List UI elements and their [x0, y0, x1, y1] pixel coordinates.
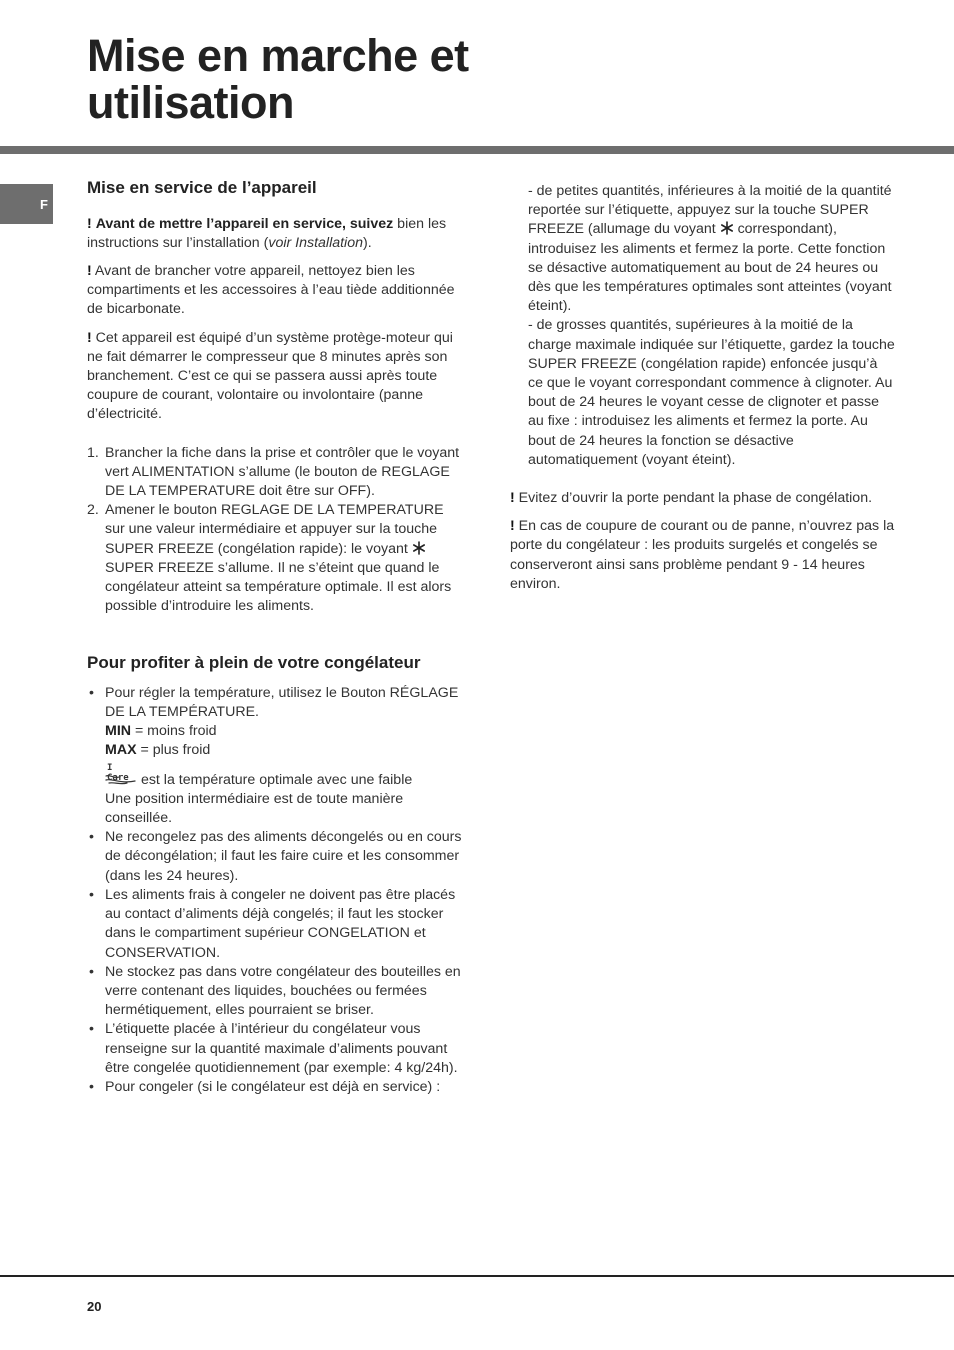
paragraph-avant-brancher	[87, 262, 467, 320]
startup-steps	[87, 444, 467, 617]
right-column	[510, 182, 895, 603]
bullet: •	[89, 886, 94, 903]
left-column	[87, 178, 467, 1097]
header-rule	[0, 146, 954, 154]
paragraph-text-end: ).	[363, 234, 372, 251]
paragraph-protege-moteur	[87, 329, 467, 425]
icare-text: est la température optimale avec une faible	[137, 771, 413, 788]
footer-rule	[0, 1275, 954, 1277]
max-label: MAX	[105, 742, 137, 759]
paragraph-text-cont: correspondant), introduisez les aliments et fermez la porte. Cette fonction se désactive automatiquement au bout de 24 heures ou dès que les températures optimales sont atteintes (voyant éteint).	[528, 221, 892, 315]
list-item-text: L’étiquette placée à l’intérieur du congélateur vous renseigne sur la quantité maximale d’aliments pouvant être congelée quotidiennement (par exemple: 4 kg/24h).	[105, 1021, 458, 1076]
page-title-line-1: Mise en marche et	[87, 30, 469, 81]
paragraph-avant-mettre	[87, 215, 467, 253]
bullet: •	[89, 829, 94, 846]
warning-mark: !	[87, 262, 92, 279]
list-item	[87, 1078, 467, 1097]
bullet: •	[89, 684, 94, 701]
small-quantities-text	[510, 182, 895, 316]
list-item	[87, 886, 467, 963]
list-item	[87, 828, 467, 886]
bullet: •	[89, 1078, 94, 1095]
list-item-text: Ne recongelez pas des aliments décongelés ou en cours de décongélation; il faut les faire cuire et les consommer (dans les 24 heures).	[105, 829, 462, 884]
step-number: 1.	[87, 444, 99, 461]
list-item	[87, 684, 467, 828]
paragraph-text: Evitez d’ouvrir la porte pendant la phase de congélation.	[514, 490, 873, 507]
icare-label: I Care	[107, 762, 129, 783]
step-number: 2.	[87, 502, 99, 519]
list-item	[87, 1020, 467, 1078]
min-label: MIN	[105, 723, 132, 740]
paragraph-text: Cet appareil est équipé d’un système protège-moteur qui ne fait démarrer le compresseur que 8 minutes après son branchement. C’est ce qui se passera aussi après toute coupure de courant, volontaire ou involontaire (panne d’électricité.	[87, 329, 453, 423]
bullet: •	[89, 1021, 94, 1038]
section-heading-mise-en-service: Mise en service de l’appareil	[87, 178, 317, 197]
note-evitez	[510, 489, 895, 508]
paragraph-text: - de petites quantités, inférieures à la moitié de la quantité reportée sur l’étiquette, appuyez sur la touche SUPER FREEZE (allumage du voyant	[528, 183, 892, 238]
step-text-cont: SUPER FREEZE s’allume. Il ne s’éteint que quand le congélateur atteint sa température optimale. Il est alors possible d’introduire les aliments.	[105, 559, 452, 615]
warning-mark: !	[87, 329, 92, 346]
step-text: Amener le bouton REGLAGE DE LA TEMPERATURE sur une valeur intermédiaire et appuyer sur la touche SUPER FREEZE (congélation rapide): le voyant	[105, 502, 444, 557]
min-text: = moins froid	[131, 723, 217, 740]
language-tab-label: F	[40, 196, 48, 212]
list-item-text: Ne stockez pas dans votre congélateur des bouteilles en verre contenant des liquides, bouchées ou fermées hermétiquement, elles pourraient se briser.	[105, 963, 461, 1019]
paragraph-text: bien les instructions sur l’installation (	[87, 215, 447, 251]
warning-mark: !	[87, 215, 92, 232]
list-item-text: Pour régler la température, utilisez le Bouton RÉGLAGE DE LA TEMPÉRATURE.	[105, 684, 459, 721]
paragraph-text: Avant de brancher votre appareil, nettoyez bien les compartiments et les accessoires à l’eau tiède additionnée de bicarbonate.	[87, 262, 455, 318]
warning-mark: !	[510, 518, 515, 535]
list-item-text-tail: Une position intermédiaire est de toute manière conseillée.	[105, 790, 404, 827]
tips-list	[87, 684, 467, 1097]
step-item	[87, 501, 467, 616]
language-tab	[0, 184, 53, 224]
note-coupure	[510, 517, 895, 594]
installation-reference: voir Installation	[268, 234, 363, 251]
list-item-text: Pour congeler (si le congélateur est déjà en service) :	[105, 1078, 441, 1095]
max-text: = plus froid	[136, 742, 211, 759]
page-title	[87, 32, 469, 126]
paragraph-bold-lead: Avant de mettre l’appareil en service, suivez	[95, 215, 394, 232]
step-item	[87, 444, 467, 502]
page-number: 20	[87, 1299, 102, 1314]
paragraph-text: En cas de coupure de courant ou de panne, n’ouvrez pas la porte du congélateur : les produits surgelés et congelés se conserveront ainsi sans problème pendant 9 - 14 heures environ.	[510, 518, 895, 592]
section-heading-profiter: Pour profiter à plein de votre congélateur	[87, 653, 421, 673]
warning-mark: !	[510, 490, 515, 507]
list-item-text: Les aliments frais à congeler ne doivent pas être placés au contact d’aliments déjà congelés; il faut les stocker dans le compartiment supérieur CONGELATION et CONSERVATION.	[105, 886, 456, 961]
large-quantities-text: - de grosses quantités, supérieures à la moitié de la charge maximale indiquée sur l’étiquette, gardez la touche SUPER FREEZE (congélation rapide) enfoncée jusqu’à ce que le voyant correspondant commence à clignoter. Au bout de 24 heures le voyant cesse de clignoter et passe au fixe : introduisez les aliments et fermez la porte. Au bout de 24 heures la fonction se désactive automatiquement (voyant éteint).	[528, 317, 895, 468]
snowflake-icon	[720, 221, 734, 235]
snowflake-icon	[412, 541, 426, 555]
page-title-line-2: utilisation	[87, 77, 294, 128]
icare-icon	[105, 762, 137, 787]
list-item	[87, 963, 467, 1021]
step-text: Brancher la fiche dans la prise et contrôler que le voyant vert ALIMENTATION s’allume (le bouton de REGLAGE DE LA TEMPERATURE doit être sur OFF).	[105, 444, 460, 499]
bullet: •	[89, 963, 94, 980]
